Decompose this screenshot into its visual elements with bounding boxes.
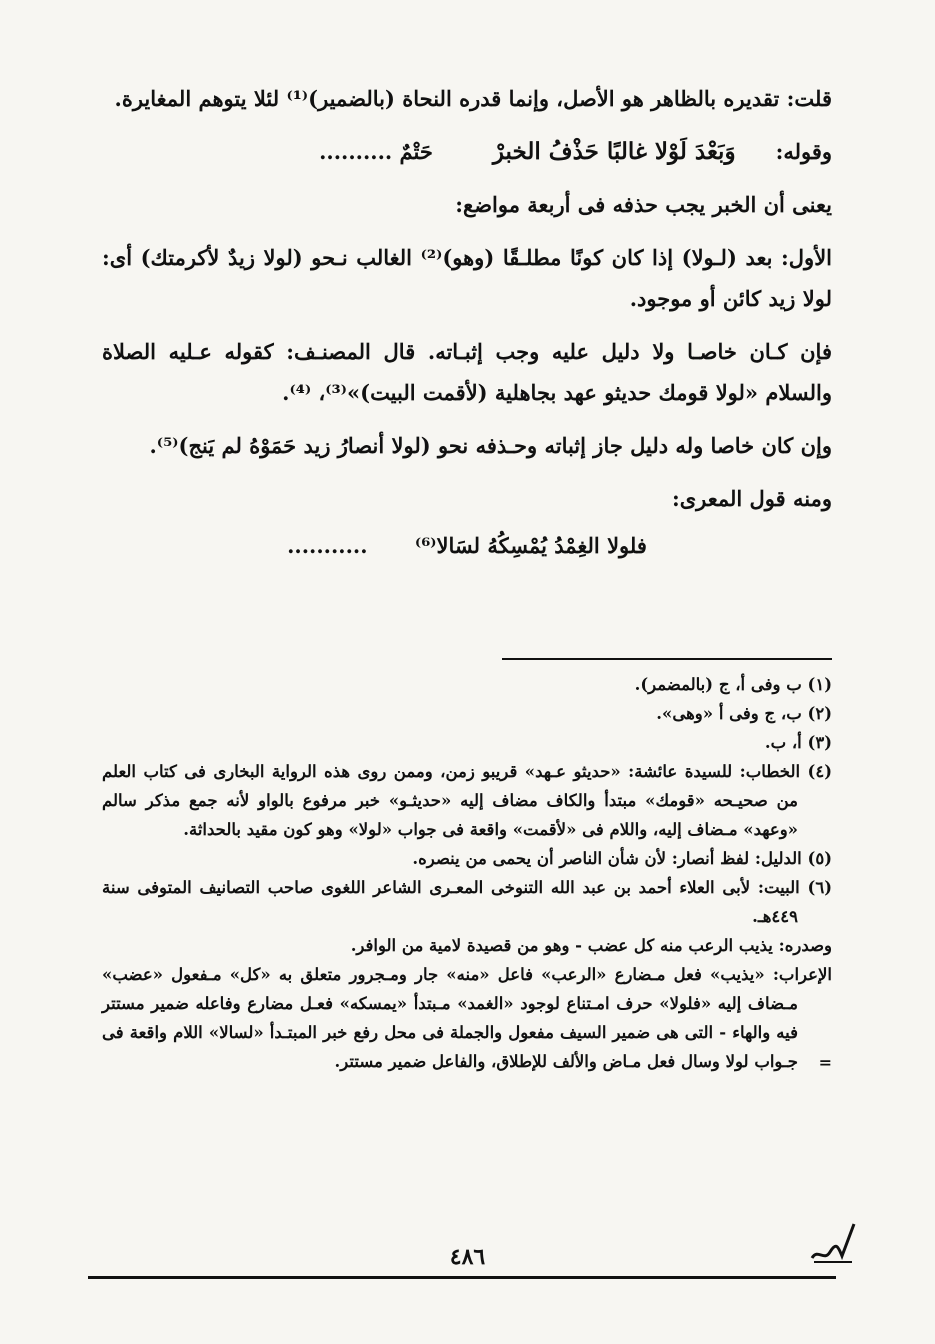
verse-1 bbox=[102, 131, 832, 172]
footnote-6: (٦) البيت: لأبى العلاء أحمد بن عبد الله التنوخى المعـرى الشاعر اللغوى صاحب التصانيف المتوفى سنة ٤٤٩هـ. bbox=[102, 878, 832, 926]
footnote-sadr: وصدره: يذيب الرعب منه كل عضب - وهو من قصيدة لامية من الوافر. bbox=[350, 936, 832, 955]
verse-1-end: حَتْمٌ .......... bbox=[319, 139, 433, 164]
paragraph-2: يعنى أن الخبر يجب حذفه فى أربعة مواضع: bbox=[455, 192, 832, 217]
paragraph-4: فإن كـان خاصـا ولا دليل عليه وجب إثبـاته. قال المصنـف: كقوله عـليه الصلاة والسلام «لولا قومك حديثو عهد بجاهلية (لأقمت البيت)»⁽³⁾، ⁽⁴⁾. bbox=[102, 339, 832, 405]
paragraph-5: وإن كان خاصا وله دليل جاز إثباته وحـذفه نحو (لولا أنصارُ زيد حَمَوْهُ لم يَنج)⁽⁵⁾. bbox=[149, 433, 832, 458]
paragraph-3: الأول: بعد (لـولا) إذا كان كونًا مطلـقًا (وهو)⁽²⁾ الغالب نـحو (لولا زيدٌ لأكرمتك) أى: لولا زيد كائن أو موجود. bbox=[102, 245, 833, 311]
footnote-3: (٣) أ، ب. bbox=[764, 733, 832, 752]
footnote-irab: الإعراب: «يذيب» فعل مـضارع «الرعب» فاعل «منه» جار ومـجرور متعلق به «كل» مـفعول «عضب» مـضاف إليه «فلولا» حرف امـتناع لوجود «الغمد» مـبتدأ «يمسكه» فعـل مضارع وفاعله ضمير مستتر فيه والهاء - التى هى ضمير السيف مفعول والجملة فى محل رفع خبر المبتـدأ «لسالا» اللام واقعة فى جـواب لولا وسال فعل مـاض والألف للإطلاق، والفاعل ضمير مستتر. bbox=[102, 965, 832, 1071]
continue-mark: = bbox=[818, 1053, 832, 1072]
page-number: ٤٨٦ bbox=[449, 1244, 486, 1270]
verse-2-text: فلولا الغِمْدُ يُمْسِكُهُ لسَالا⁽⁶⁾ bbox=[414, 533, 647, 558]
paragraph-6: ومنه قول المعرى: bbox=[671, 486, 832, 511]
footnote-4: (٤) الخطاب: للسيدة عائشة: «حديثو عـهد» قريبو زمن، وممن روى هذه الرواية البخارى فى كتاب العلم من صحيـحه «قومك» مبتدأ والكاف مضاف إليه «حديثـو» خبر مرفوع بالواو لأنه جمع مذكر سالم «وعهد» مـضاف إليه، واللام فى «لأقمت» واقعة فى جواب «لولا» وهو كون مقيد بالحداثة. bbox=[102, 762, 832, 839]
main-text bbox=[102, 78, 832, 566]
bottom-rule bbox=[88, 1276, 836, 1279]
footnotes bbox=[102, 670, 832, 1077]
verse-1-text: وَبَعْدَ لَوْلا غالبًا حَذْفُ الخبرْ bbox=[492, 138, 736, 165]
footnote-1: (١) ب وفى أ، ج (بالمضمر). bbox=[634, 675, 832, 694]
paragraph-1: قلت: تقديره بالظاهر هو الأصل، وإنما قدره النحاة (بالضمير)⁽¹⁾ لئلا يتوهم المغايرة. bbox=[114, 86, 832, 111]
verse-2-dots: ........... bbox=[287, 533, 368, 558]
footnote-5: (٥) الدليل: لفظ أنصار: لأن شأن الناصر أن يحمى من ينصره. bbox=[412, 849, 832, 868]
footnote-2: (٢) ب، ج وفى أ «وهى». bbox=[656, 704, 832, 723]
footnote-divider bbox=[502, 658, 832, 660]
verse-1-label: وقوله: bbox=[775, 139, 832, 164]
verse-2 bbox=[102, 525, 832, 566]
